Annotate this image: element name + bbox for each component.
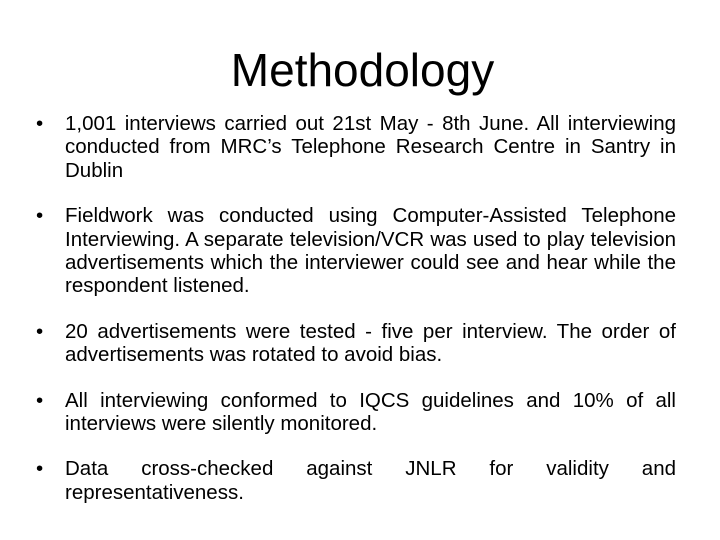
bullet-dot-icon: •	[36, 204, 44, 228]
bullet-dot-icon: •	[36, 112, 44, 135]
bullet-text: Data cross-checked against JNLR for validity and representativeness.	[65, 457, 676, 504]
bullet-dot-icon: •	[36, 319, 44, 343]
slide-title: Methodology	[230, 44, 495, 96]
bullet-text: 20 advertisements were tested - five per interview. The order of advertisements was rotated to avoid bias.	[65, 319, 676, 367]
bullet-dot-icon: •	[36, 388, 44, 412]
bullet-item	[36, 320, 676, 367]
bullet-item	[36, 457, 676, 504]
bullet-item	[36, 389, 676, 436]
bullet-dot-icon: •	[36, 457, 44, 481]
bullet-item	[36, 204, 676, 298]
bullet-item	[36, 112, 676, 182]
bullet-text: All interviewing conformed to IQCS guidelines and 10% of all interviews were silently monitored.	[65, 388, 676, 436]
bullet-text: Fieldwork was conducted using Computer-Assisted Telephone Interviewing. A separate television/VCR was used to play television advertisements which the interviewer could see and hear while the respondent listened.	[65, 204, 676, 298]
bullet-list	[36, 112, 676, 504]
bullet-text: 1,001 interviews carried out 21st May - 8th June. All interviewing conducted from MRC’s Telephone Research Centre in Santry in Dublin	[65, 112, 676, 182]
